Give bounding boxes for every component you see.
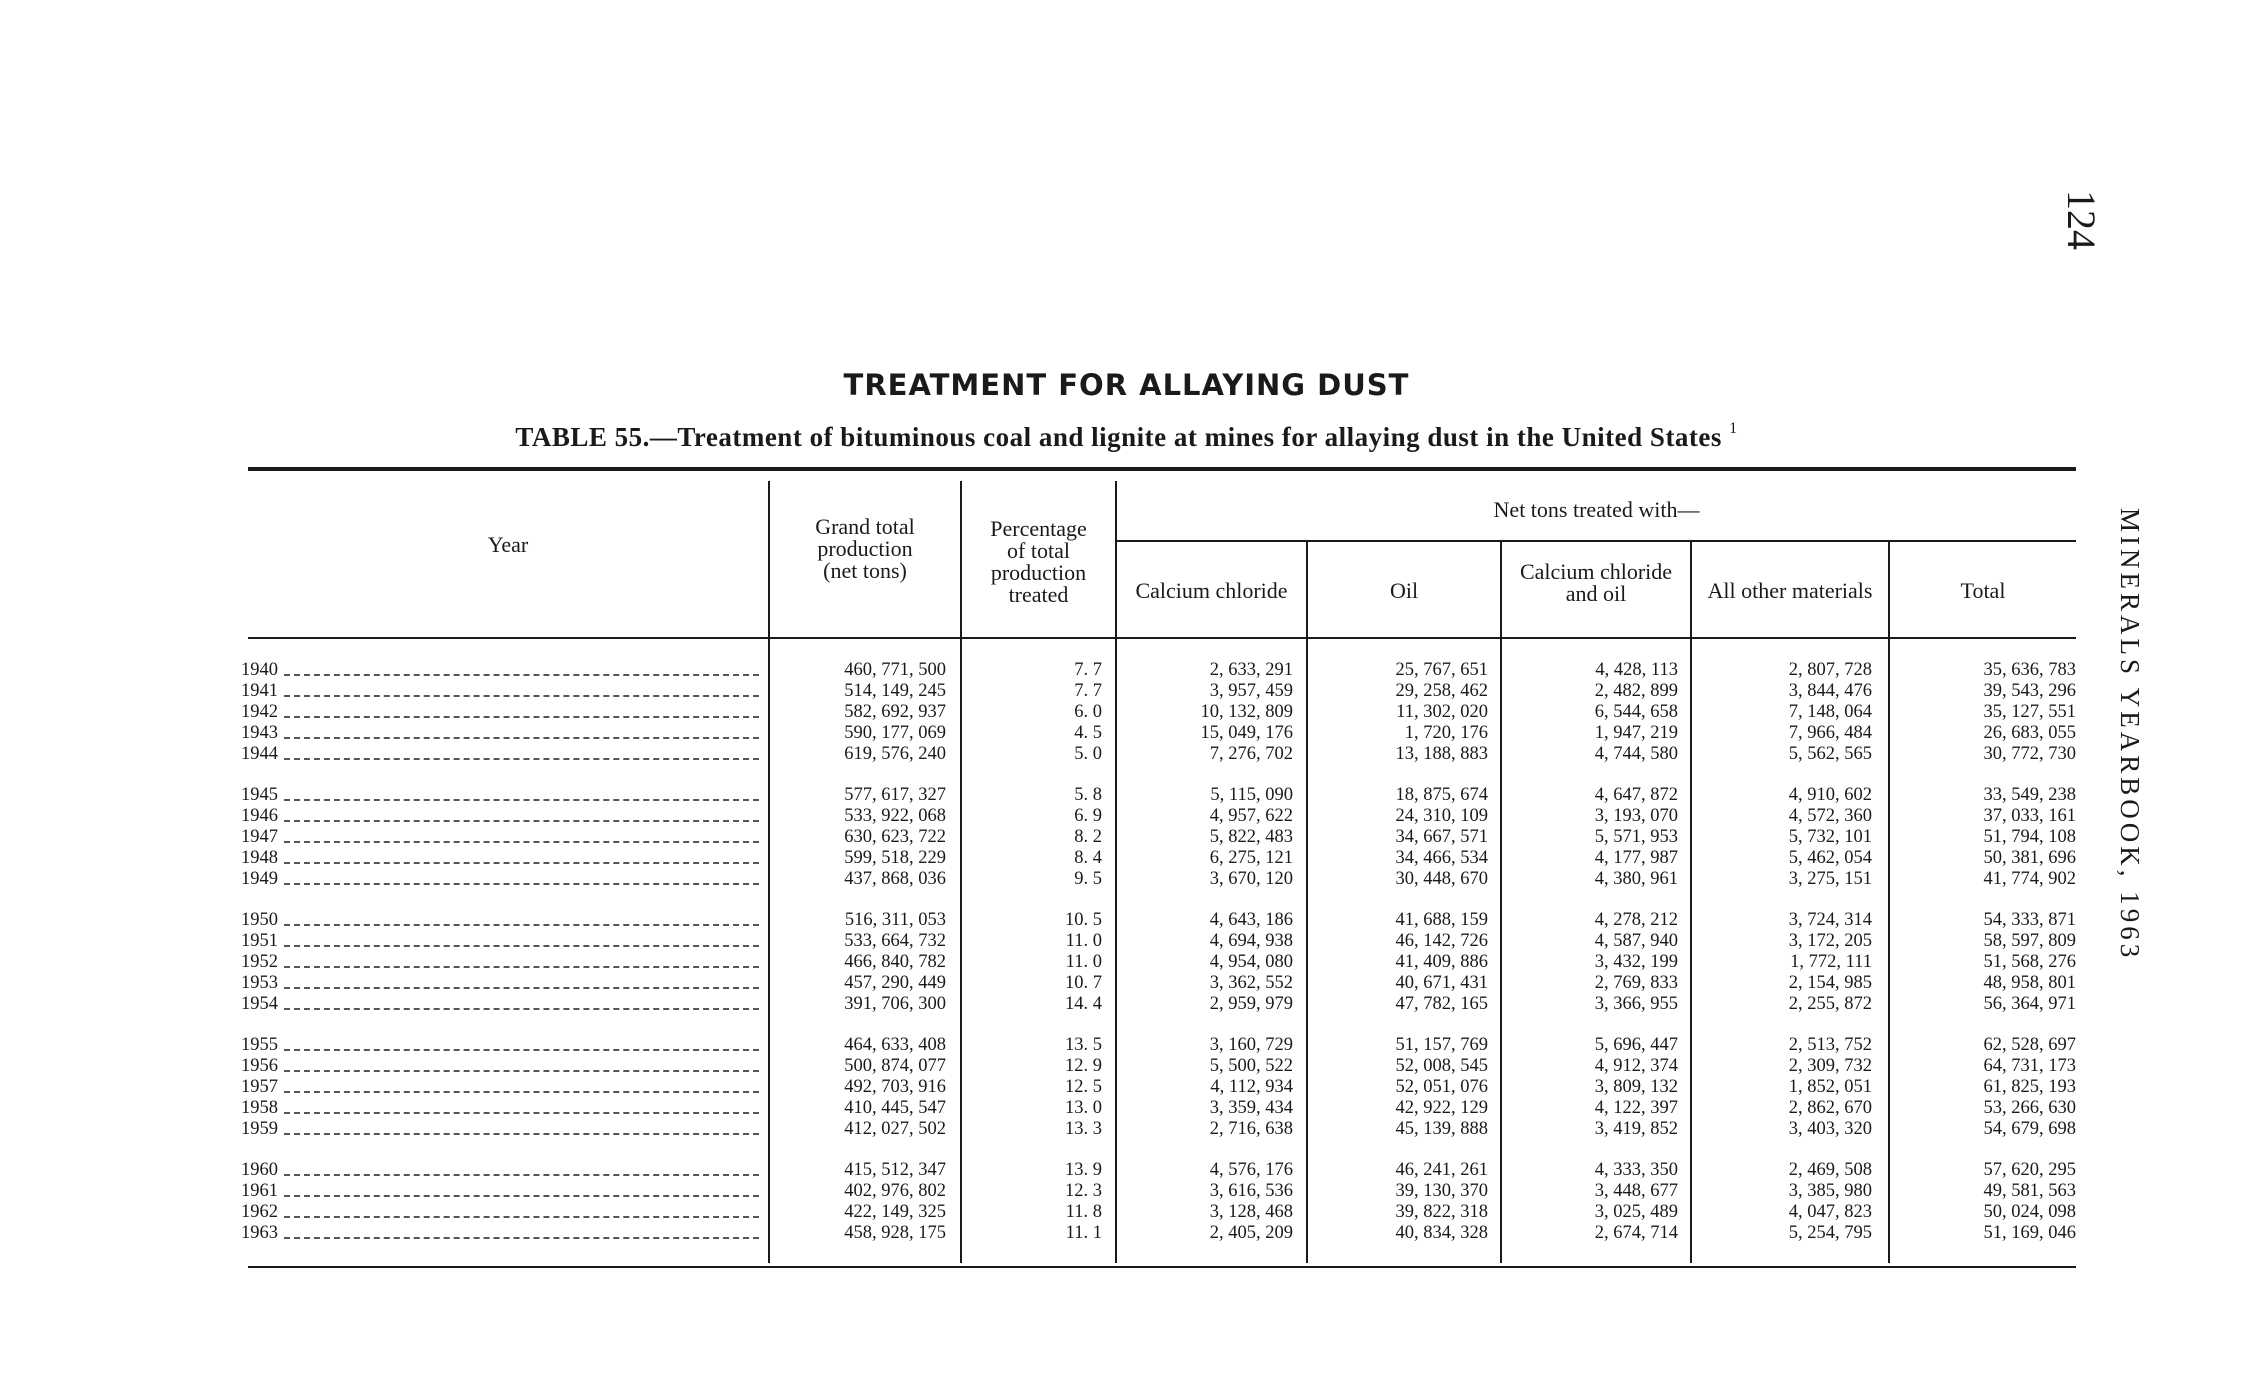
percentage-cell: 7. 7	[1074, 681, 1102, 701]
year-cell: 1955	[241, 1035, 278, 1055]
year-cell: 1947	[241, 827, 278, 847]
calcium-chloride-and-oil-cell: 4, 333, 350	[1594, 1160, 1678, 1180]
header-total: Total	[1960, 578, 2006, 603]
calcium-chloride-and-oil-cell: 4, 744, 580	[1594, 744, 1678, 764]
percentage-cell: 13. 0	[1065, 1098, 1102, 1118]
oil-cell: 39, 130, 370	[1395, 1181, 1488, 1201]
leader-dots	[284, 841, 759, 843]
percentage-cell: 11. 0	[1065, 952, 1102, 972]
calcium-chloride-cell: 5, 500, 522	[1209, 1056, 1293, 1076]
calcium-chloride-cell: 2, 633, 291	[1209, 660, 1293, 680]
total-cell: 35, 636, 783	[1983, 660, 2076, 680]
table-row	[241, 1119, 761, 1140]
total-cell: 48, 958, 801	[1983, 973, 2076, 993]
table-row	[241, 1077, 761, 1098]
leader-dots	[284, 695, 759, 697]
year-cell: 1954	[241, 994, 278, 1014]
table-row	[241, 1202, 761, 1223]
calcium-chloride-cell: 4, 643, 186	[1209, 910, 1293, 930]
calcium-chloride-cell: 3, 670, 120	[1209, 869, 1293, 889]
percentage-cell: 10. 5	[1065, 910, 1102, 930]
leader-dots	[284, 799, 759, 801]
leader-dots	[284, 1008, 759, 1010]
percentage-cell: 6. 0	[1074, 702, 1102, 722]
total-cell: 26, 683, 055	[1983, 723, 2076, 743]
year-cell: 1953	[241, 973, 278, 993]
calcium-chloride-and-oil-cell: 3, 432, 199	[1594, 952, 1678, 972]
grand-total-cell: 457, 290, 449	[844, 973, 946, 993]
oil-cell: 46, 241, 261	[1395, 1160, 1488, 1180]
year-cell: 1963	[241, 1223, 278, 1243]
all-other-materials-cell: 5, 562, 565	[1788, 744, 1872, 764]
year-cell: 1941	[241, 681, 278, 701]
total-cell: 54, 333, 871	[1983, 910, 2076, 930]
calcium-chloride-and-oil-cell: 5, 571, 953	[1594, 827, 1678, 847]
calcium-chloride-and-oil-cell: 3, 366, 955	[1594, 994, 1678, 1014]
table-row	[241, 1035, 761, 1056]
table-row	[241, 785, 761, 806]
calcium-chloride-cell: 2, 405, 209	[1209, 1223, 1293, 1243]
oil-cell: 29, 258, 462	[1395, 681, 1488, 701]
oil-cell: 51, 157, 769	[1395, 1035, 1488, 1055]
percentage-cell: 13. 3	[1065, 1119, 1102, 1139]
all-other-materials-cell: 3, 844, 476	[1788, 681, 1872, 701]
calcium-chloride-cell: 6, 275, 121	[1209, 848, 1293, 868]
grand-total-cell: 619, 576, 240	[844, 744, 946, 764]
leader-dots	[284, 1195, 759, 1197]
grand-total-cell: 514, 149, 245	[844, 681, 946, 701]
calcium-chloride-and-oil-cell: 4, 122, 397	[1594, 1098, 1678, 1118]
oil-cell: 39, 822, 318	[1395, 1202, 1488, 1222]
table-caption-text: TABLE 55.—Treatment of bituminous coal and lignite at mines for allaying dust in the United States	[515, 422, 1722, 452]
leader-dots	[284, 716, 759, 718]
calcium-chloride-cell: 2, 959, 979	[1209, 994, 1293, 1014]
header-grand-total	[770, 516, 960, 582]
header-cc-oil-line: and oil	[1565, 581, 1627, 606]
grand-total-cell: 402, 976, 802	[844, 1181, 946, 1201]
calcium-chloride-column	[1117, 660, 1293, 1244]
oil-cell: 40, 834, 328	[1395, 1223, 1488, 1243]
total-cell: 49, 581, 563	[1983, 1181, 2076, 1201]
calcium-chloride-cell: 4, 954, 080	[1209, 952, 1293, 972]
leader-dots	[284, 820, 759, 822]
header-oil: Oil	[1389, 578, 1419, 603]
percentage-column	[962, 660, 1102, 1244]
total-cell: 39, 543, 296	[1983, 681, 2076, 701]
grand-total-cell: 415, 512, 347	[844, 1160, 946, 1180]
percentage-cell: 5. 0	[1074, 744, 1102, 764]
total-cell: 37, 033, 161	[1983, 806, 2076, 826]
year-cell: 1961	[241, 1181, 278, 1201]
table-row	[241, 827, 761, 848]
grand-total-cell: 533, 664, 732	[844, 931, 946, 951]
calcium-chloride-cell: 4, 694, 938	[1209, 931, 1293, 951]
all-other-materials-cell: 4, 910, 602	[1788, 785, 1872, 805]
all-other-materials-cell: 5, 462, 054	[1788, 848, 1872, 868]
grand-total-cell: 422, 149, 325	[844, 1202, 946, 1222]
calcium-chloride-and-oil-cell: 4, 587, 940	[1594, 931, 1678, 951]
total-cell: 51, 568, 276	[1983, 952, 2076, 972]
all-other-materials-cell: 5, 732, 101	[1788, 827, 1872, 847]
grand-total-cell: 533, 922, 068	[844, 806, 946, 826]
total-cell: 50, 381, 696	[1983, 848, 2076, 868]
oil-cell: 42, 922, 129	[1395, 1098, 1488, 1118]
calcium-chloride-and-oil-cell: 3, 193, 070	[1594, 806, 1678, 826]
percentage-cell: 5. 8	[1074, 785, 1102, 805]
total-cell: 58, 597, 809	[1983, 931, 2076, 951]
table-row	[241, 744, 761, 765]
percentage-cell: 12. 5	[1065, 1077, 1102, 1097]
table-row	[241, 1181, 761, 1202]
leader-dots	[284, 924, 759, 926]
table-row	[241, 1160, 761, 1181]
grand-total-cell: 437, 868, 036	[844, 869, 946, 889]
all-other-materials-cell: 2, 154, 985	[1788, 973, 1872, 993]
leader-dots	[284, 1070, 759, 1072]
percentage-cell: 14. 4	[1065, 994, 1102, 1014]
calcium-chloride-and-oil-cell: 5, 696, 447	[1594, 1035, 1678, 1055]
all-other-materials-cell: 5, 254, 795	[1788, 1223, 1872, 1243]
grand-total-cell: 466, 840, 782	[844, 952, 946, 972]
percentage-cell: 8. 2	[1074, 827, 1102, 847]
leader-dots	[284, 1112, 759, 1114]
calcium-chloride-cell: 3, 957, 459	[1209, 681, 1293, 701]
grand-total-cell: 464, 633, 408	[844, 1035, 946, 1055]
year-cell: 1962	[241, 1202, 278, 1222]
calcium-chloride-and-oil-cell: 4, 428, 113	[1595, 660, 1678, 680]
calcium-chloride-cell: 5, 115, 090	[1210, 785, 1293, 805]
calcium-chloride-cell: 7, 276, 702	[1209, 744, 1293, 764]
calcium-chloride-cell: 5, 822, 483	[1209, 827, 1293, 847]
header-group-net-tons: Net tons treated with—	[1493, 497, 1700, 522]
calcium-chloride-cell: 10, 132, 809	[1200, 702, 1293, 722]
calcium-chloride-and-oil-cell: 2, 674, 714	[1594, 1223, 1678, 1243]
all-other-materials-cell: 2, 469, 508	[1788, 1160, 1872, 1180]
table-top-rule	[248, 467, 2076, 471]
header-percentage-line: Percentage	[990, 516, 1087, 541]
year-cell: 1958	[241, 1098, 278, 1118]
calcium-chloride-and-oil-cell: 3, 419, 852	[1594, 1119, 1678, 1139]
calcium-chloride-and-oil-cell: 4, 647, 872	[1594, 785, 1678, 805]
leader-dots	[284, 1049, 759, 1051]
percentage-cell: 13. 9	[1065, 1160, 1102, 1180]
grand-total-cell: 630, 623, 722	[844, 827, 946, 847]
year-cell: 1951	[241, 931, 278, 951]
grand-total-cell: 516, 311, 053	[844, 910, 946, 930]
total-cell: 33, 549, 238	[1983, 785, 2076, 805]
all-other-materials-column	[1692, 660, 1872, 1244]
oil-cell: 11, 302, 020	[1396, 702, 1488, 722]
oil-cell: 52, 051, 076	[1395, 1077, 1488, 1097]
header-grand-total-line: Grand total	[815, 514, 915, 539]
year-cell: 1945	[241, 785, 278, 805]
all-other-materials-cell: 3, 724, 314	[1788, 910, 1872, 930]
year-cell: 1952	[241, 952, 278, 972]
all-other-materials-cell: 3, 385, 980	[1788, 1181, 1872, 1201]
oil-cell: 45, 139, 888	[1395, 1119, 1488, 1139]
year-cell: 1956	[241, 1056, 278, 1076]
header-percentage-line: treated	[1008, 582, 1069, 607]
year-cell: 1942	[241, 702, 278, 722]
page-number: 124	[2059, 190, 2104, 250]
table-bottom-rule	[248, 1266, 2076, 1268]
leader-dots	[284, 966, 759, 968]
calcium-chloride-and-oil-cell: 4, 278, 212	[1594, 910, 1678, 930]
table-row	[241, 702, 761, 723]
oil-cell: 52, 008, 545	[1395, 1056, 1488, 1076]
grand-total-cell: 500, 874, 077	[844, 1056, 946, 1076]
leader-dots	[284, 758, 759, 760]
oil-cell: 40, 671, 431	[1395, 973, 1488, 993]
oil-cell: 34, 466, 534	[1395, 848, 1488, 868]
header-percentage	[962, 518, 1115, 606]
all-other-materials-cell: 3, 275, 151	[1788, 869, 1872, 889]
header-percentage-line: of total	[1007, 538, 1070, 563]
table-row	[241, 848, 761, 869]
table-row	[241, 1098, 761, 1119]
percentage-cell: 11. 0	[1065, 931, 1102, 951]
calcium-chloride-and-oil-cell: 3, 448, 677	[1594, 1181, 1678, 1201]
oil-cell: 18, 875, 674	[1395, 785, 1488, 805]
leader-dots	[284, 1133, 759, 1135]
all-other-materials-cell: 4, 572, 360	[1788, 806, 1872, 826]
leader-dots	[284, 1237, 759, 1239]
all-other-materials-cell: 2, 309, 732	[1788, 1056, 1872, 1076]
table-row	[241, 1223, 761, 1244]
year-column	[241, 660, 761, 1244]
grand-total-cell: 492, 703, 916	[844, 1077, 946, 1097]
year-cell: 1957	[241, 1077, 278, 1097]
all-other-materials-cell: 2, 807, 728	[1788, 660, 1872, 680]
year-cell: 1949	[241, 869, 278, 889]
calcium-chloride-and-oil-cell: 2, 769, 833	[1594, 973, 1678, 993]
leader-dots	[284, 737, 759, 739]
all-other-materials-cell: 7, 966, 484	[1788, 723, 1872, 743]
calcium-chloride-cell: 3, 362, 552	[1209, 973, 1293, 993]
percentage-cell: 12. 9	[1065, 1056, 1102, 1076]
table-row	[241, 931, 761, 952]
table-row	[241, 723, 761, 744]
leader-dots	[284, 883, 759, 885]
leader-dots	[284, 674, 759, 676]
calcium-chloride-cell: 4, 957, 622	[1209, 806, 1293, 826]
percentage-cell: 8. 4	[1074, 848, 1102, 868]
total-column	[1890, 660, 2076, 1244]
grand-total-cell: 412, 027, 502	[844, 1119, 946, 1139]
total-cell: 35, 127, 551	[1983, 702, 2076, 722]
grand-total-cell: 577, 617, 327	[844, 785, 946, 805]
total-cell: 41, 774, 902	[1983, 869, 2076, 889]
calcium-chloride-and-oil-cell: 1, 947, 219	[1594, 723, 1678, 743]
all-other-materials-cell: 3, 172, 205	[1788, 931, 1872, 951]
grand-total-cell: 590, 177, 069	[844, 723, 946, 743]
oil-cell: 41, 688, 159	[1395, 910, 1488, 930]
percentage-cell: 7. 7	[1074, 660, 1102, 680]
section-title: TREATMENT FOR ALLAYING DUST	[843, 368, 1410, 402]
calcium-chloride-cell: 15, 049, 176	[1200, 723, 1293, 743]
total-cell: 64, 731, 173	[1983, 1056, 2076, 1076]
year-cell: 1944	[241, 744, 278, 764]
oil-cell: 41, 409, 886	[1395, 952, 1488, 972]
leader-dots	[284, 1216, 759, 1218]
oil-cell: 30, 448, 670	[1395, 869, 1488, 889]
all-other-materials-cell: 3, 403, 320	[1788, 1119, 1872, 1139]
header-percentage-line: production	[990, 560, 1087, 585]
year-cell: 1960	[241, 1160, 278, 1180]
calcium-chloride-and-oil-cell: 4, 912, 374	[1594, 1056, 1678, 1076]
oil-cell: 34, 667, 571	[1395, 827, 1488, 847]
all-other-materials-cell: 2, 513, 752	[1788, 1035, 1872, 1055]
grand-total-cell: 599, 518, 229	[844, 848, 946, 868]
year-cell: 1946	[241, 806, 278, 826]
calcium-chloride-and-oil-cell: 4, 177, 987	[1594, 848, 1678, 868]
table-row	[241, 806, 761, 827]
table-row	[241, 952, 761, 973]
percentage-cell: 9. 5	[1074, 869, 1102, 889]
total-cell: 56, 364, 971	[1983, 994, 2076, 1014]
group-header-rule	[1115, 540, 2076, 542]
header-grand-total-line: (net tons)	[823, 558, 907, 583]
table-caption-footnote-mark: 1	[1729, 420, 1738, 437]
calcium-chloride-and-oil-cell: 3, 025, 489	[1594, 1202, 1678, 1222]
header-bottom-rule	[248, 637, 2076, 639]
grand-total-cell: 458, 928, 175	[844, 1223, 946, 1243]
calcium-chloride-cell: 4, 112, 934	[1210, 1077, 1293, 1097]
header-all-other-materials: All other materials	[1707, 578, 1873, 603]
table-row	[241, 910, 761, 931]
grand-total-cell: 410, 445, 547	[844, 1098, 946, 1118]
running-head: MINERALS YEARBOOK, 1963	[2115, 508, 2145, 962]
oil-cell: 46, 142, 726	[1395, 931, 1488, 951]
header-year: Year	[487, 532, 529, 557]
calcium-chloride-cell: 3, 128, 468	[1209, 1202, 1293, 1222]
table-row	[241, 660, 761, 681]
calcium-chloride-cell: 3, 359, 434	[1209, 1098, 1293, 1118]
all-other-materials-cell: 1, 852, 051	[1788, 1077, 1872, 1097]
total-cell: 30, 772, 730	[1983, 744, 2076, 764]
leader-dots	[284, 987, 759, 989]
percentage-cell: 12. 3	[1065, 1181, 1102, 1201]
total-cell: 61, 825, 193	[1983, 1077, 2076, 1097]
year-cell: 1959	[241, 1119, 278, 1139]
percentage-cell: 11. 1	[1065, 1223, 1102, 1243]
leader-dots	[284, 945, 759, 947]
oil-cell: 25, 767, 651	[1395, 660, 1488, 680]
all-other-materials-cell: 4, 047, 823	[1788, 1202, 1872, 1222]
header-grand-total-line: production	[817, 536, 913, 561]
percentage-cell: 6. 9	[1074, 806, 1102, 826]
oil-column	[1308, 660, 1488, 1244]
total-cell: 50, 024, 098	[1983, 1202, 2076, 1222]
table-caption	[0, 422, 2253, 453]
calcium-chloride-cell: 2, 716, 638	[1209, 1119, 1293, 1139]
calcium-chloride-cell: 3, 616, 536	[1209, 1181, 1293, 1201]
grand-total-cell: 391, 706, 300	[844, 994, 946, 1014]
table-row	[241, 994, 761, 1015]
all-other-materials-cell: 2, 862, 670	[1788, 1098, 1872, 1118]
year-cell: 1950	[241, 910, 278, 930]
calcium-chloride-and-oil-cell: 4, 380, 961	[1594, 869, 1678, 889]
oil-cell: 1, 720, 176	[1404, 723, 1488, 743]
grand-total-cell: 460, 771, 500	[844, 660, 946, 680]
total-cell: 51, 169, 046	[1983, 1223, 2076, 1243]
total-cell: 53, 266, 630	[1983, 1098, 2076, 1118]
year-cell: 1943	[241, 723, 278, 743]
table-row	[241, 1056, 761, 1077]
total-cell: 57, 620, 295	[1983, 1160, 2076, 1180]
calcium-chloride-cell: 4, 576, 176	[1209, 1160, 1293, 1180]
total-cell: 54, 679, 698	[1983, 1119, 2076, 1139]
leader-dots	[284, 862, 759, 864]
table-row	[241, 681, 761, 702]
leader-dots	[284, 1174, 759, 1176]
header-cc-oil-line: Calcium chloride	[1519, 559, 1673, 584]
table-row	[241, 973, 761, 994]
percentage-cell: 11. 8	[1065, 1202, 1102, 1222]
oil-cell: 13, 188, 883	[1395, 744, 1488, 764]
year-cell: 1948	[241, 848, 278, 868]
percentage-cell: 10. 7	[1065, 973, 1102, 993]
calcium-chloride-and-oil-cell: 6, 544, 658	[1594, 702, 1678, 722]
all-other-materials-cell: 7, 148, 064	[1788, 702, 1872, 722]
calcium-chloride-cell: 3, 160, 729	[1209, 1035, 1293, 1055]
calcium-chloride-and-oil-column	[1502, 660, 1678, 1244]
calcium-chloride-and-oil-cell: 3, 809, 132	[1594, 1077, 1678, 1097]
header-calcium-chloride: Calcium chloride	[1135, 578, 1288, 603]
all-other-materials-cell: 1, 772, 111	[1790, 952, 1872, 972]
percentage-cell: 13. 5	[1065, 1035, 1102, 1055]
all-other-materials-cell: 2, 255, 872	[1788, 994, 1872, 1014]
leader-dots	[284, 1091, 759, 1093]
total-cell: 62, 528, 697	[1983, 1035, 2076, 1055]
table-row	[241, 869, 761, 890]
oil-cell: 24, 310, 109	[1395, 806, 1488, 826]
percentage-cell: 4. 5	[1074, 723, 1102, 743]
year-cell: 1940	[241, 660, 278, 680]
grand-total-cell: 582, 692, 937	[844, 702, 946, 722]
calcium-chloride-and-oil-cell: 2, 482, 899	[1594, 681, 1678, 701]
oil-cell: 47, 782, 165	[1395, 994, 1488, 1014]
header-calcium-chloride-and-oil	[1502, 561, 1690, 605]
total-cell: 51, 794, 108	[1983, 827, 2076, 847]
grand-total-column	[770, 660, 946, 1244]
